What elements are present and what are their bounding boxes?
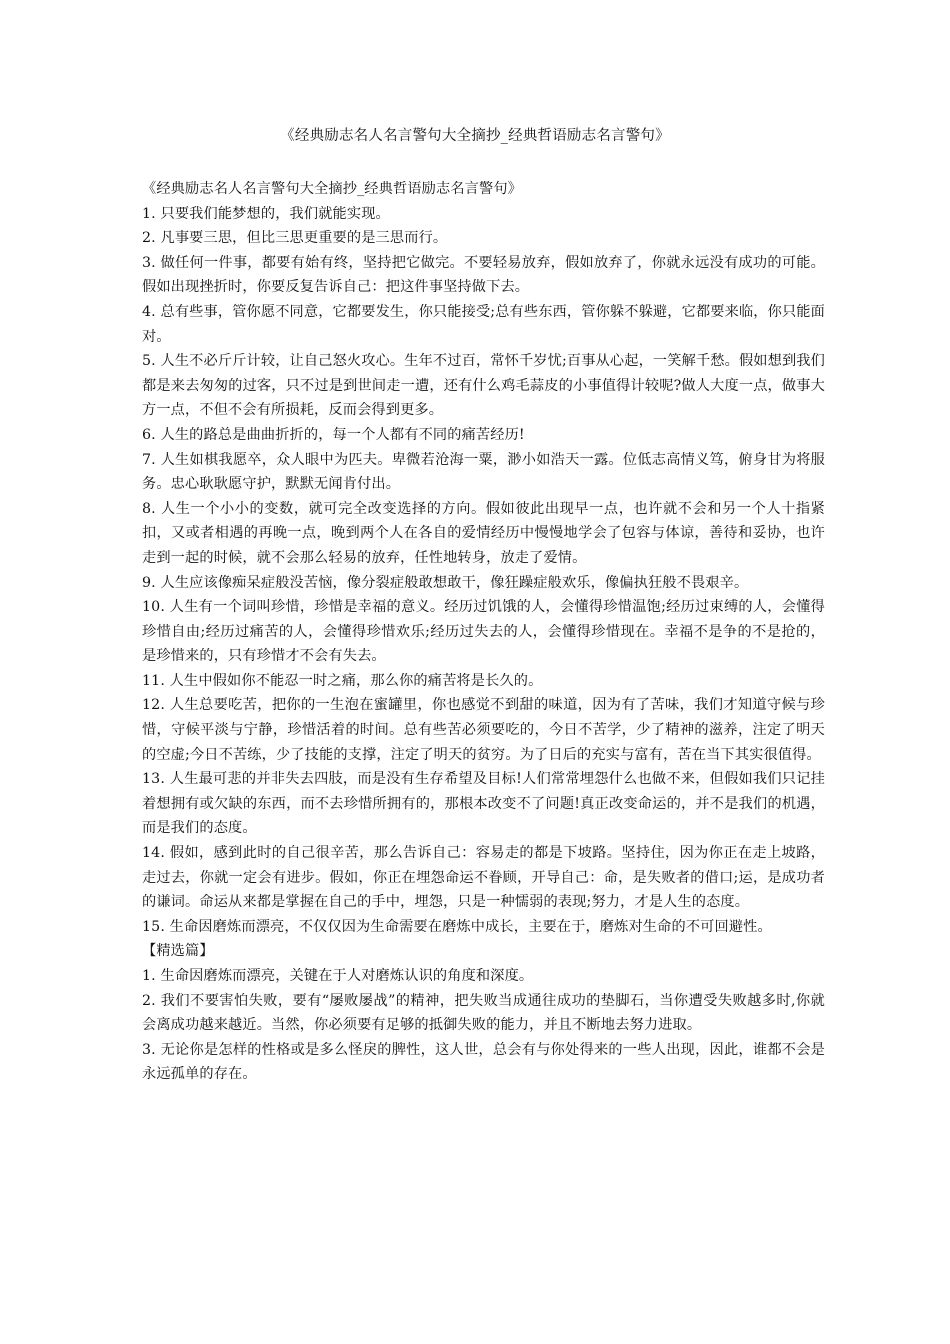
paragraph: 11. 人生中假如你不能忍一时之痛，那么你的痛苦将是长久的。 [142,672,543,689]
document-subtitle: 《经典励志名人名言警句大全摘抄_经典哲语励志名言警句》 [142,181,523,197]
paragraph: 14. 假如，感到此时的自己很辛苦，那么告诉自己：容易走的都是下坡路。坚持住，因为你正在走上坡路，走过去，你就一定会有进步。假如，你正在埋怨命运不眷顾，开导自己：命，是失败者的借口;运，是成功者的谦词。命运从来都是掌握在自己的手中，埋怨，只是一种懦弱的表现;努力，才是人生的态度。 [142,845,825,911]
paragraph: 2. 凡事要三思，但比三思更重要的是三思而行。 [142,230,448,247]
section-heading: 【精选篇】 [142,943,214,960]
paragraph: 1. 只要我们能梦想的，我们就能实现。 [142,205,390,222]
paragraph: 4. 总有些事，管你愿不同意，它都要发生，你只能接受;总有些东西，管你躲不躲避，它都要来临，你只能面对。 [142,303,825,345]
paragraph: 8. 人生一个小小的变数，就可完全改变选择的方向。假如彼此出现早一点，也许就不会和另一个人十指紧扣，又或者相遇的再晚一点，晚到两个人在各自的爱情经历中慢慢地学会了包容与体谅，善待和妥协，也许走到一起的时候，就不会那么轻易的放弃，任性地转身，放走了爱情。 [142,500,825,566]
paragraph: 13. 人生最可悲的并非失去四肢，而是没有生存希望及目标!人们常常埋怨什么也做不来，但假如我们只记挂着想拥有或欠缺的东西，而不去珍惜所拥有的，那根本改变不了问题!真正改变命运的，并不是我们的机遇，而是我们的态度。 [142,771,825,837]
paragraph: 7. 人生如棋我愿卒，众人眼中为匹夫。卑微若沧海一粟，渺小如浩天一露。位低志高情义笃，俯身甘为将服务。忠心耿耿愿守护，默默无闻肯付出。 [142,451,825,493]
paragraph: 15. 生命因磨炼而漂亮，不仅仅因为生命需要在磨炼中成长，主要在于，磨炼对生命的不可回避性。 [142,918,772,935]
document-body [142,177,825,1087]
paragraph: 3. 无论你是怎样的性格或是多么怪戾的脾性，这人世，总会有与你处得来的一些人出现，因此，谁都不会是永远孤单的存在。 [142,1041,825,1083]
document-title: 《经典励志名人名言警句大全摘抄_经典哲语励志名言警句》 [280,128,670,144]
paragraph: 2. 我们不要害怕失败，要有“屡败屡战”的精神，把失败当成通往成功的垫脚石，当你遭受失败越多时,你就会离成功越来越近。当然，你必须要有足够的抵御失败的能力，并且不断地去努力进取。 [142,992,825,1034]
paragraph: 9. 人生应该像痴呆症般没苦恼，像分裂症般敢想敢干，像狂躁症般欢乐，像偏执狂般不畏艰辛。 [142,574,749,591]
paragraph: 6. 人生的路总是曲曲折折的，每一个人都有不同的痛苦经历! [142,426,525,443]
paragraph: 1. 生命因磨炼而漂亮，关键在于人对磨炼认识的角度和深度。 [142,968,534,984]
paragraph: 10. 人生有一个词叫珍惜，珍惜是幸福的意义。经历过饥饿的人，会懂得珍惜温饱;经历过束缚的人，会懂得珍惜自由;经历过痛苦的人，会懂得珍惜欢乐;经历过失去的人，会懂得珍惜现在。幸福不是争的不是抢的，是珍惜来的，只有珍惜才不会有失去。 [142,599,825,665]
paragraph: 3. 做任何一件事，都要有始有终，坚持把它做完。不要轻易放弃，假如放弃了，你就永远没有成功的可能。假如出现挫折时，你要反复告诉自己：把这件事坚持做下去。 [142,254,825,296]
paragraph: 12. 人生总要吃苦，把你的一生泡在蜜罐里，你也感觉不到甜的味道，因为有了苦味，我们才知道守候与珍惜，守候平淡与宁静，珍惜活着的时间。总有些苦必须要吃的，今日不苦学，少了精神的滋养，注定了明天的空虚;今日不苦练，少了技能的支撑，注定了明天的贫穷。为了日后的充实与富有，苦在当下其实很值得。 [142,697,825,763]
paragraph: 5. 人生不必斤斤计较，让自己怒火攻心。生年不过百，常怀千岁忧;百事从心起，一笑解千愁。假如想到我们都是来去匆匆的过客，只不过是到世间走一遭，还有什么鸡毛蒜皮的小事值得计较呢?做人大度一点，做事大方一点，不但不会有所损耗，反而会得到更多。 [142,353,825,419]
